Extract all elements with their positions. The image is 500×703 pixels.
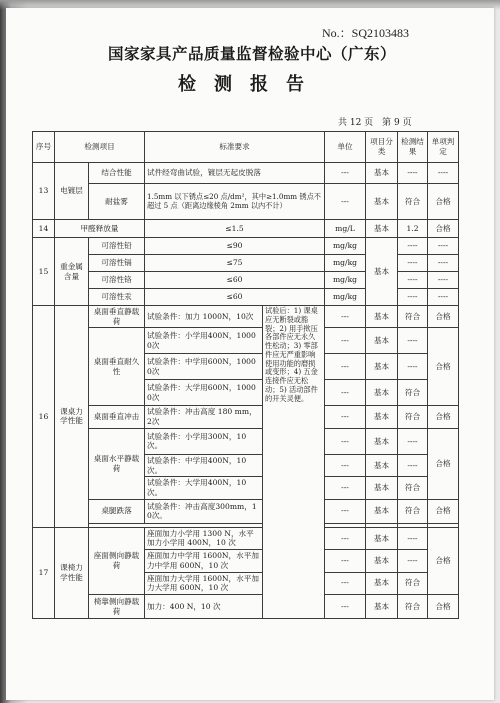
judgement-cell: 合格 bbox=[428, 220, 459, 238]
seq-cell: 15 bbox=[33, 238, 55, 306]
seq-cell: 16 bbox=[33, 306, 55, 528]
requirement-cell: ≤90 bbox=[145, 238, 325, 255]
subitem-cell: 椅靠侧向静载荷 bbox=[89, 595, 145, 619]
judgement-criteria-cell: 试验后：1) 课桌应无断裂或豁裂；2) 用手揿压各部件应无永久性松动；3) 零部件应无严重影响使用功能的磨损或变形；4) 五金连接件应无松动；5) 活动部件的开关灵便。 bbox=[263, 306, 325, 619]
condition-cell: 试验条件：冲击高度300mm，10次。 bbox=[145, 499, 263, 523]
unit-cell: --- bbox=[325, 328, 366, 354]
condition-cell: 试验条件：加力 1000N，10次 bbox=[145, 306, 263, 328]
class-cell: 基本 bbox=[366, 406, 398, 428]
subitem-cell: 桌腿跌落 bbox=[89, 499, 145, 523]
result-cell: ---- bbox=[398, 550, 428, 572]
page-info: 共 12 页 第 9 页 bbox=[338, 118, 412, 128]
table-row bbox=[33, 527, 459, 549]
item-name-cell: 甲醛释放量 bbox=[55, 220, 145, 238]
subitem-cell: 可溶性铬 bbox=[89, 272, 145, 289]
unit-cell: --- bbox=[325, 454, 366, 476]
table-header-row bbox=[33, 132, 459, 163]
requirement-cell: 1.5mm 以下锈点≤20 点/dm²，其中≥1.0mm 锈点不超过 5 点（距离边缘棱角 2mm 以内不计） bbox=[145, 184, 325, 220]
header-judgement: 单项判定 bbox=[428, 132, 459, 163]
result-cell: ---- bbox=[398, 428, 428, 454]
result-cell: ---- bbox=[398, 527, 428, 549]
result-cell: 符合 bbox=[398, 306, 428, 328]
unit-cell: mg/kg bbox=[325, 272, 366, 289]
report-number: No.：SQ2103483 bbox=[322, 26, 410, 40]
condition-cell: 试验条件：小学用400N，10000次 bbox=[145, 328, 263, 354]
item-name-cell: 电镀层 bbox=[55, 163, 89, 220]
unit-cell: --- bbox=[325, 550, 366, 572]
condition-cell: 试验条件：大学用400N，10次。 bbox=[145, 477, 263, 499]
class-cell: 基本 bbox=[366, 238, 398, 306]
header-seq: 序号 bbox=[33, 132, 55, 163]
table-row bbox=[33, 406, 459, 428]
requirement-cell: 试件经弯曲试验，镀层无起皮脱落 bbox=[145, 163, 325, 184]
judgement-cell: 合格 bbox=[428, 306, 459, 328]
judgement-cell: ---- bbox=[428, 289, 459, 306]
header-item: 检测项目 bbox=[55, 132, 145, 163]
header-unit: 单位 bbox=[325, 132, 366, 163]
table-row bbox=[33, 499, 459, 523]
condition-cell: 试验条件：中学用600N，10000次 bbox=[145, 354, 263, 380]
report-center-title: 国家家具产品质量监督检验中心（广东） bbox=[107, 44, 396, 63]
condition-cell: 座面加力小学用 1300 N，水平加力小学用 400N，10 次 bbox=[145, 527, 263, 549]
judgement-cell: ---- bbox=[428, 163, 459, 184]
unit-cell: --- bbox=[325, 354, 366, 380]
condition-cell: 试验条件：中学用400N，10次。 bbox=[145, 454, 263, 476]
class-cell: 基本 bbox=[366, 499, 398, 523]
class-cell: 基本 bbox=[366, 477, 398, 499]
item-name-cell: 重金属含量 bbox=[55, 238, 89, 306]
subitem-cell: 桌面垂直冲击 bbox=[89, 406, 145, 428]
condition-cell: 加力：400 N，10 次 bbox=[145, 595, 263, 619]
seq-cell: 14 bbox=[33, 220, 55, 238]
result-cell: 符合 bbox=[398, 380, 428, 406]
class-cell: 基本 bbox=[366, 306, 398, 328]
judgement-cell: 合格 bbox=[428, 428, 459, 499]
result-cell: ---- bbox=[398, 328, 428, 354]
table-row bbox=[33, 428, 459, 454]
result-cell: ---- bbox=[398, 289, 428, 306]
class-cell: 基本 bbox=[366, 550, 398, 572]
unit-cell: --- bbox=[325, 306, 366, 328]
class-cell: 基本 bbox=[366, 572, 398, 594]
judgement-cell: ---- bbox=[428, 255, 459, 272]
condition-cell: 试验条件：小学用300N，10次。 bbox=[145, 428, 263, 454]
judgement-cell: ---- bbox=[428, 238, 459, 255]
result-cell: 1.2 bbox=[398, 220, 428, 238]
result-cell: ---- bbox=[398, 354, 428, 380]
class-cell: 基本 bbox=[366, 328, 398, 354]
unit-cell: mg/L bbox=[325, 220, 366, 238]
result-cell: ---- bbox=[398, 255, 428, 272]
condition-cell: 座面加力大学用 1600N，水平加力大学用 600N，10 次 bbox=[145, 572, 263, 594]
header-result: 检测结果 bbox=[398, 132, 428, 163]
unit-cell: mg/kg bbox=[325, 289, 366, 306]
table-row bbox=[33, 595, 459, 619]
judgement-cell: 合格 bbox=[428, 595, 459, 619]
judgement-cell: 合格 bbox=[428, 184, 459, 220]
subitem-cell: 桌面垂直静载荷 bbox=[89, 306, 145, 328]
result-cell: 符合 bbox=[398, 572, 428, 594]
judgement-cell: 合格 bbox=[428, 406, 459, 428]
unit-cell: mg/kg bbox=[325, 238, 366, 255]
class-cell: 基本 bbox=[366, 354, 398, 380]
subitem-cell: 可溶性镉 bbox=[89, 255, 145, 272]
requirement-cell: ≤75 bbox=[145, 255, 325, 272]
header-class: 项目分类 bbox=[366, 132, 398, 163]
table-row bbox=[33, 238, 459, 255]
result-cell: 符合 bbox=[398, 406, 428, 428]
condition-cell: 试验条件：冲击高度 180 mm，2次 bbox=[145, 406, 263, 428]
header-requirement: 标准要求 bbox=[145, 132, 325, 163]
test-results-table bbox=[32, 131, 459, 619]
table-row bbox=[33, 328, 459, 354]
class-cell: 基本 bbox=[366, 454, 398, 476]
judgement-cell: 合格 bbox=[428, 499, 459, 523]
seq-cell: 17 bbox=[33, 527, 55, 618]
class-cell: 基本 bbox=[366, 595, 398, 619]
unit-cell: --- bbox=[325, 572, 366, 594]
result-cell: 符合 bbox=[398, 477, 428, 499]
result-cell: ---- bbox=[398, 272, 428, 289]
unit-cell: --- bbox=[325, 406, 366, 428]
unit-cell: --- bbox=[325, 380, 366, 406]
class-cell: 基本 bbox=[366, 220, 398, 238]
unit-cell: --- bbox=[325, 499, 366, 523]
seq-cell: 13 bbox=[33, 163, 55, 220]
subitem-cell: 可溶性汞 bbox=[89, 289, 145, 306]
item-name-cell: 课椅力学性能 bbox=[55, 527, 89, 618]
table-row bbox=[33, 184, 459, 220]
class-cell: 基本 bbox=[366, 380, 398, 406]
unit-cell: --- bbox=[325, 163, 366, 184]
unit-cell: --- bbox=[325, 595, 366, 619]
subitem-cell: 桌面垂直耐久性 bbox=[89, 328, 145, 406]
table-row bbox=[33, 163, 459, 184]
item-name-cell: 课桌力学性能 bbox=[55, 306, 89, 528]
result-cell: 符合 bbox=[398, 595, 428, 619]
result-cell: ---- bbox=[398, 163, 428, 184]
requirement-cell: ≤60 bbox=[145, 272, 325, 289]
unit-cell: mg/kg bbox=[325, 255, 366, 272]
unit-cell: --- bbox=[325, 428, 366, 454]
table-row bbox=[33, 306, 459, 328]
report-title: 检测报告 bbox=[178, 74, 322, 95]
result-cell: ---- bbox=[398, 454, 428, 476]
class-cell: 基本 bbox=[366, 527, 398, 549]
subitem-cell: 耐盐雾 bbox=[89, 184, 145, 220]
subitem-cell: 结合性能 bbox=[89, 163, 145, 184]
subitem-cell: 座面侧向静载荷 bbox=[89, 527, 145, 594]
judgement-cell: ---- bbox=[428, 272, 459, 289]
judgement-cell: 合格 bbox=[428, 527, 459, 594]
subitem-cell: 桌面水平静载荷 bbox=[89, 428, 145, 499]
subitem-cell: 可溶性铅 bbox=[89, 238, 145, 255]
result-cell: ---- bbox=[398, 238, 428, 255]
class-cell: 基本 bbox=[366, 428, 398, 454]
judgement-cell: 合格 bbox=[428, 328, 459, 406]
class-cell: 基本 bbox=[366, 184, 398, 220]
result-cell: 符合 bbox=[398, 184, 428, 220]
requirement-cell: ≤60 bbox=[145, 289, 325, 306]
condition-cell: 试验条件：大学用600N，10000次 bbox=[145, 380, 263, 406]
unit-cell: --- bbox=[325, 477, 366, 499]
result-cell: 符合 bbox=[398, 499, 428, 523]
condition-cell: 座面加力中学用 1600N，水平加力中学用 600N，10 次 bbox=[145, 550, 263, 572]
unit-cell: --- bbox=[325, 184, 366, 220]
class-cell: 基本 bbox=[366, 163, 398, 184]
requirement-cell: ≤1.5 bbox=[145, 220, 325, 238]
table-row bbox=[33, 220, 459, 238]
unit-cell: --- bbox=[325, 527, 366, 549]
